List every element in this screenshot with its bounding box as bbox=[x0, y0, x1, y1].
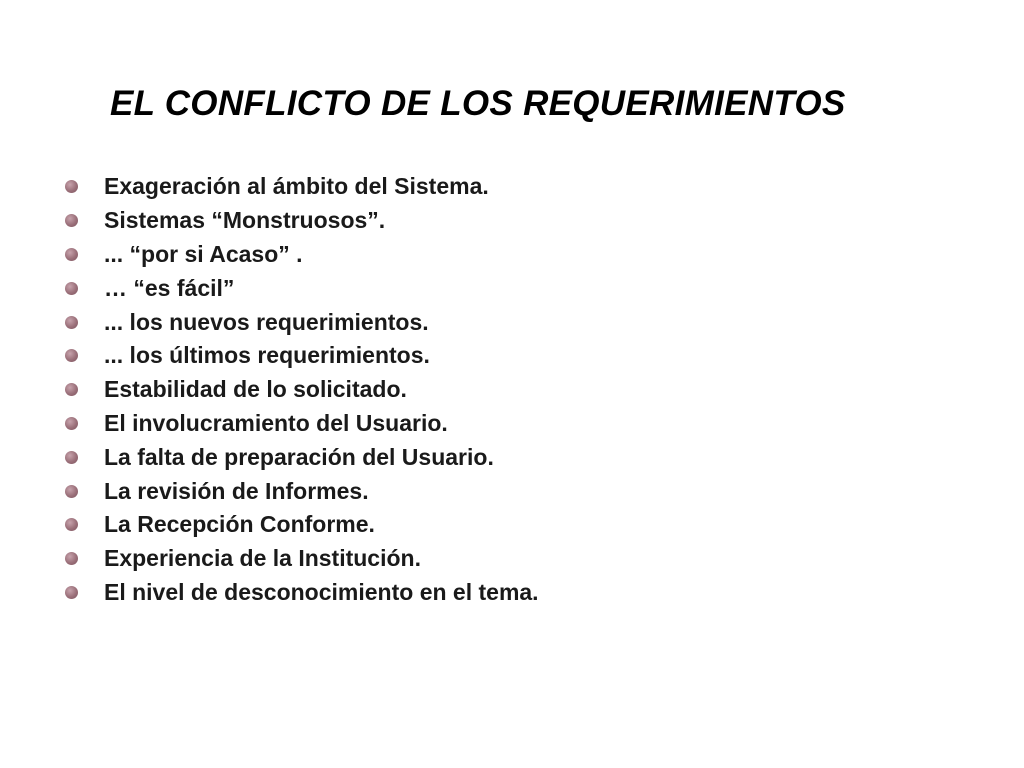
bullet-dot-icon bbox=[65, 248, 78, 261]
list-item-text: La falta de preparación del Usuario. bbox=[104, 443, 494, 470]
list-item bbox=[64, 542, 539, 576]
list-item bbox=[64, 170, 539, 204]
slide-title: EL CONFLICTO DE LOS REQUERIMIENTOS bbox=[110, 84, 846, 123]
bullet-dot-icon bbox=[65, 349, 78, 362]
list-item bbox=[64, 339, 539, 373]
bullet-dot-icon bbox=[65, 214, 78, 227]
bullet-dot-icon bbox=[65, 316, 78, 329]
list-item-text: El involucramiento del Usuario. bbox=[104, 409, 448, 436]
list-item bbox=[64, 440, 539, 474]
bullet-dot-icon bbox=[65, 485, 78, 498]
list-item-text: La revisión de Informes. bbox=[104, 477, 369, 504]
list-item-text: La Recepción Conforme. bbox=[104, 511, 375, 538]
list-item bbox=[64, 373, 539, 407]
bullet-dot-icon bbox=[65, 586, 78, 599]
list-item-text: … “es fácil” bbox=[104, 274, 235, 301]
bullet-list bbox=[64, 170, 539, 609]
bullet-dot-icon bbox=[65, 451, 78, 464]
list-item-text: ... “por si Acaso” . bbox=[104, 240, 303, 267]
bullet-dot-icon bbox=[65, 417, 78, 430]
list-item bbox=[64, 305, 539, 339]
list-item-text: El nivel de desconocimiento en el tema. bbox=[104, 578, 539, 605]
bullet-dot-icon bbox=[65, 282, 78, 295]
bullet-dot-icon bbox=[65, 180, 78, 193]
list-item-text: ... los nuevos requerimientos. bbox=[104, 308, 429, 335]
bullet-dot-icon bbox=[65, 552, 78, 565]
list-item-text: Exageración al ámbito del Sistema. bbox=[104, 173, 489, 200]
list-item-text: Sistemas “Monstruosos”. bbox=[104, 207, 386, 234]
list-item bbox=[64, 576, 539, 610]
list-item bbox=[64, 271, 539, 305]
list-item-text: Estabilidad de lo solicitado. bbox=[104, 376, 407, 403]
list-item-text: Experiencia de la Institución. bbox=[104, 545, 421, 572]
bullet-dot-icon bbox=[65, 518, 78, 531]
list-item bbox=[64, 204, 539, 238]
list-item bbox=[64, 508, 539, 542]
list-item bbox=[64, 474, 539, 508]
list-item bbox=[64, 238, 539, 272]
list-item bbox=[64, 407, 539, 441]
bullet-dot-icon bbox=[65, 383, 78, 396]
list-item-text: ... los últimos requerimientos. bbox=[104, 342, 430, 369]
